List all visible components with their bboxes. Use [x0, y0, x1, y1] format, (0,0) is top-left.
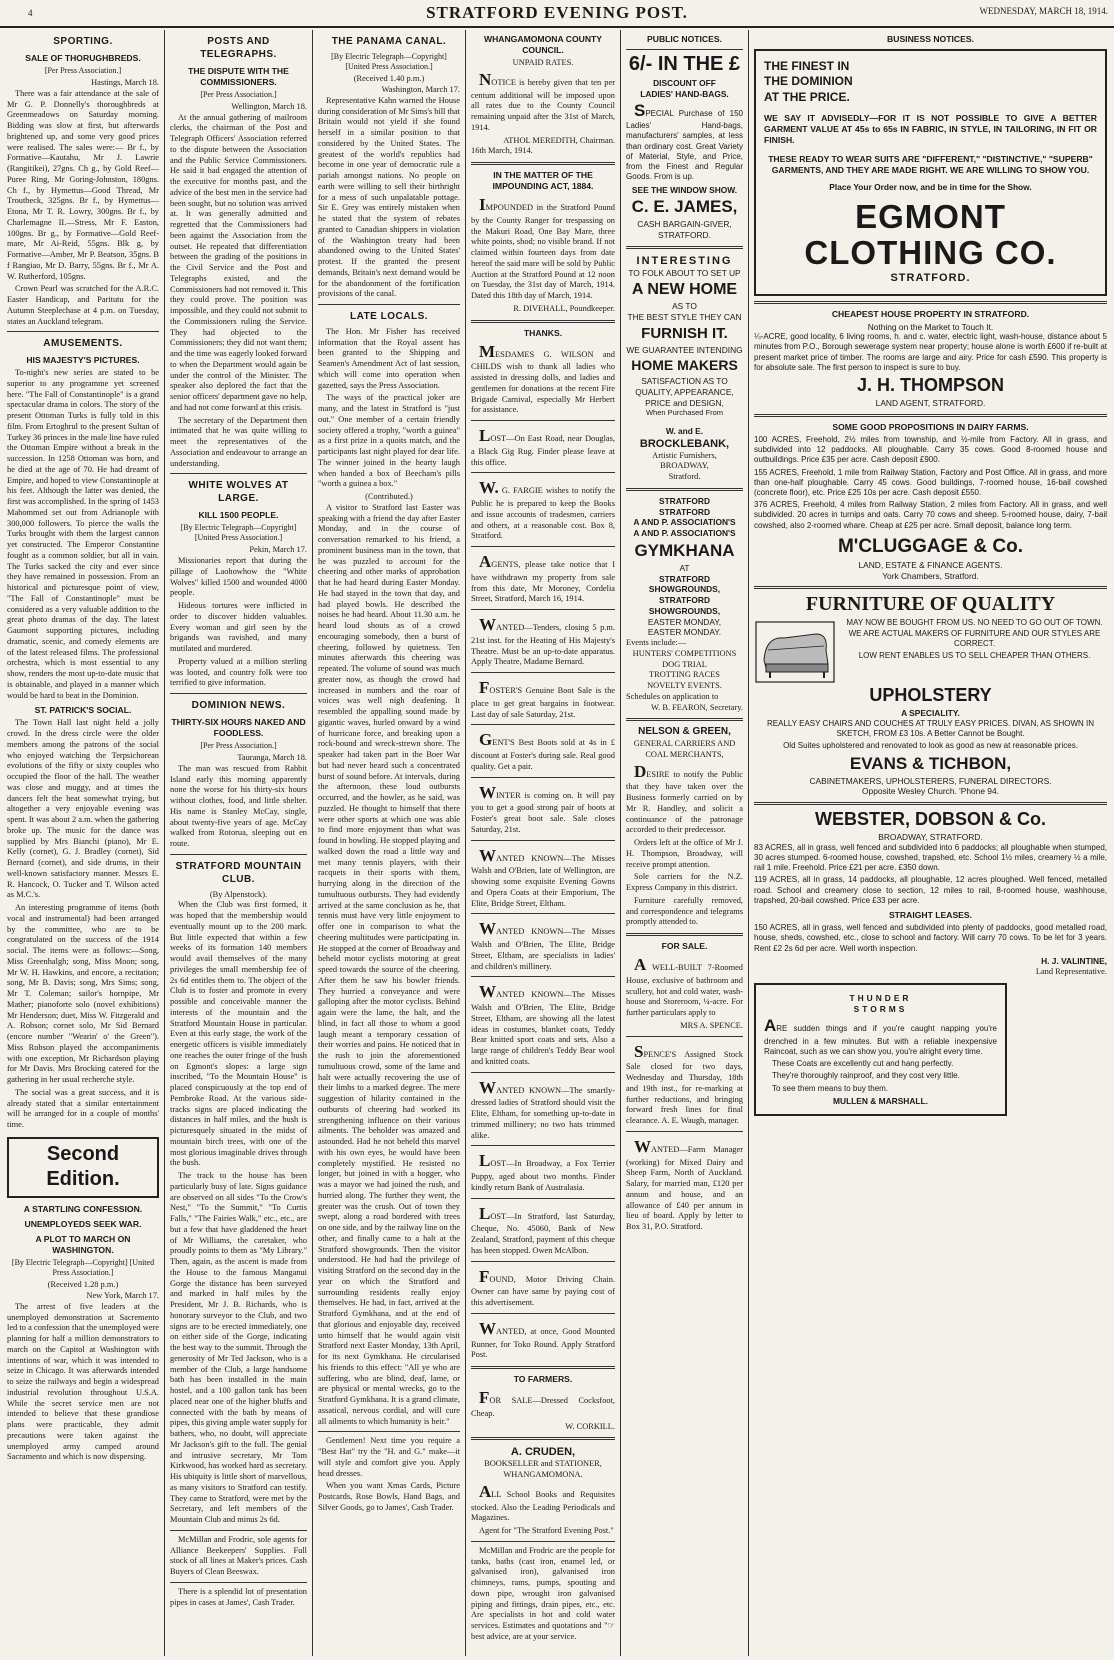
advert-body: DESIRE to notify the Public that they have taken over the Business formerly carried on by Mr R. Handley, and solicit a continuance of the patronage accorded to their predecessor. — [626, 761, 743, 835]
advert-line: WE GUARANTEE INTENDING — [626, 344, 743, 355]
discount-item: LADIES' HAND-BAGS. — [640, 88, 729, 99]
advert-headline: UPHOLSTERY — [869, 685, 992, 706]
column-1 — [2, 30, 164, 1656]
section-heading: BUSINESS NOTICES. — [887, 34, 974, 44]
advert-line: A SPECIALITY. — [901, 708, 960, 719]
notice-body: NOTICE is hereby given that ten per centum additional will be imposed upon all rates due to the County Council remaining unpaid after the 31st of March, 1914. — [471, 69, 615, 132]
article-heading: SALE OF THORUGHBREDS. — [25, 52, 141, 63]
column-5 — [620, 30, 748, 1656]
notice-signature: ATHOL MEREDITH, Chairman. — [503, 135, 615, 145]
listing: 150 ACRES, all in grass, well fenced and subdivided into plenty of paddocks, good metalled road, house, sheds, cowshed, etc., close to school and factory. Will carry 70 cows. To be let for 3 years. Rent £2 2s 6d per acre. Well worth inspection. — [754, 923, 1107, 953]
classified-ad: FOSTER'S Genuine Boot Sale is the place to get great bargains in footwear. Last day of sale Saturday, 21st. — [471, 678, 615, 719]
advert-line: AT THE PRICE. — [764, 89, 850, 104]
section-heading: LATE LOCALS. — [349, 311, 429, 323]
advertiser-line: LAND AGENT, STRATFORD. — [875, 398, 986, 409]
event-item: TROTTING RACES — [649, 670, 720, 680]
advert-body: ¼-ACRE, good locality, 6 living rooms, h. and c. water, electric light, wash-house, distance about 5 minutes from P.O., Borough sewerage system near property; house alone is worth £600 if re-built at present market price of timber. The rooms are large and airy. Price for cash £590. This property is for absolute sale. The first person to inspect is sure to buy. — [754, 332, 1107, 372]
article-heading: WHITE WOLVES AT LARGE. — [188, 480, 289, 505]
listing: 100 ACRES, Freehold, 2½ miles from township, and ½-mile from Factory. All in grass, and subdivided into 12 paddocks. All ploughable. Carry 35 cows. Good 8-roomed house and outbuildings. Price £35 per acre. Cash deposit £900. — [754, 434, 1107, 465]
dateline: Pekin, March 17. — [249, 545, 307, 555]
advertiser-name: W. and E. — [665, 425, 704, 436]
article-body: A visitor to Stratford last Easter was speaking with a friend the day after Easter Monday, and in the course of conversation remarked to his friend, a prominent business man in the town, that he was puzzled to account for the cheering and other marks of approbation that he had heard during Easter Monday. He had stayed in the town that day, and had played bowls. He described the noises he had heard. About 11.30 a.m. he heard loud shouts as of a crowd encouraging somebody, then a burst of cheering, followed by quietness. Ten minutes afterwards this cheering was repeated. The volume of sound was much greater now, as though the crowd had increased in numbers and the roar of voices was well nigh deafening. It resembled the appalling sound made by gigantic waves, hurled onward by a wind of hurricane force, and breaking upon a rock-bound and wreck-strewn shore. The speaker had taken part in the Boer War but had never heard such a concentrated burst of sound before. At intervals, during the afternoon, these loud outbursts occurred, and the howler, as he said, was puzzled. He thought to himself that there were other sports at which one was able to find more enjoyment than what was found in bowling. He stopped playing and walked down the road a little way and met many tennis players, with their racquets in their sports with them, hurrying along in the direction of the tumultuous outbursts. They had evidently arrived at the same conclusion as he, that tennis must have very little enjoyment to offer one in comparison to what the cheering multitudes were participating in. He stopped at the corner of Broadway and beheld motor cyclists motoring at great speed towards the source of the cheering. After them he saw his bowler friends. They hurried a conveyance and were galloping after the motor cyclists. Behind again were the lame, the halt, and the blind, in fact all those to whom a good laugh meant a temporary cessation of their worries and pains. He noticed that in the rush to join the aforementioned tumultuous crowd, some of the lame and halt were actually recovering the use of their limbs to a marked degree. The mere suggestion of hilarity contained in the outbursts of cheering had worked its strengthening influence on their various ailments. The beholder was amazed and astounded. Had he not beheld this marvel with his own eyes, he would have been completely mystified. He resisted no longer, but joined in with a hogger, who was a mayor we had joined the rush, and hurried along. The further they went, the greater was the crush. Out of town they swept, along a road bordered with trees on one side, and by the railway line on the other, and finally came to a halt at the Stratford showgrounds. Then the visitor understood. He had had the privilege of visiting Stratford on the second day in the year on which the Stratford and surrounding residents really enjoy themselves. He had, in fact, arrived at the Stratford Gymkhana, and at the end of that glorious and enjoyable day, received unto himself that he would again visit Stratford next Easter Monday, 13th April, for its next Gymkhana. He circularised his friends to this effect: "All ye who are suffering, who are blind, deaf, lame, or are physical or mental wrecks, go to the Stratford Gymkhana. It is a grand climate, assatical, nervous cordial, and will cure all ailments to which humanity is heir." — [318, 502, 460, 1426]
advert-body: MAY NOW BE BOUGHT FROM US. NO NEED TO GO OUT OF TOWN. WE ARE ACTUAL MAKERS OF FURNITURE AND OUR STYLES ARE CORRECT. — [846, 618, 1103, 648]
column-3 — [312, 30, 465, 1656]
advert-line: Place Your Order now, and be in time for the Show. — [829, 182, 1032, 193]
notice-signature: MRS A. SPENCE. — [680, 1020, 743, 1030]
advertiser-town: STRATFORD. — [890, 272, 971, 285]
dateline: Wellington, March 18. — [231, 101, 307, 111]
notice-signature: R. DIVEHALL, Poundkeeper. — [513, 303, 615, 313]
listing: 376 ACRES, Freehold, 4 miles from Railway Station, 2 miles from Factory. All in grass, and well subdivided. 20 acres in turnips and oats. Carry 70 cows and sheep. 5-roomed house, dairy, 7-bail cowshed, also 2-roomed whare. Cheap at £25 per acre. Small deposit, balance long term. — [754, 500, 1107, 530]
event-line: STRATFORD SHOWGROUNDS, — [648, 573, 721, 595]
source-line: [By Electric Telegraph—Copyright] [United Press Association.] — [331, 51, 447, 72]
advert-body: THESE READY TO WEAR SUITS ARE "DIFFERENT," "DISTINCTIVE," "SUPERB" GARMENTS, AND THEY ARE MADE RIGHT. WE ARE WILLING TO SHOW YOU. — [768, 154, 1093, 176]
advert-body: LOW RENT ENABLES US TO SELL CHEAPER THAN OTHERS. — [858, 651, 1091, 661]
advert-headline: A NEW HOME — [631, 280, 738, 298]
article-body: The secretary of the Department then intimated that he was quite willing to meet the representatives of the Association and endeavour to arrange an understanding. — [170, 415, 307, 468]
advert-line: THE BEST STYLE THEY CAN — [627, 312, 742, 323]
advert-body: REALLY EASY CHAIRS AND COUCHES AT TRULY EASY PRICES. DIVAN, AS SHOWN IN SKETCH, FROM £3 10s. A Better Cannot be Bought. — [766, 719, 1095, 739]
advertiser-name: EVANS & TICHBON, — [849, 753, 1012, 773]
advert-body: They're thoroughly rainproof, and they cost very little. — [772, 1071, 960, 1081]
advert-body: These Coats are excellently cut and hang perfectly. — [772, 1059, 954, 1069]
advertiser-address: BROADWAY, STRATFORD. — [878, 831, 983, 842]
event-line: A AND P. ASSOCIATION'S — [633, 528, 736, 539]
notice-heading: TO FARMERS. — [513, 1374, 573, 1384]
classified-ad: FOR SALE—Dressed Cocksfoot, Cheap. — [471, 1388, 615, 1418]
advertiser-town: Stratford. — [668, 472, 701, 482]
notice-signature: W. B. FEARON, Secretary. — [651, 702, 743, 712]
article-body: The social was a great success, and it is already stated that a similar entertainment will be arranged for in a couple of months' time. — [7, 1087, 159, 1130]
advert-headline: HOME MAKERS — [631, 357, 738, 374]
classified-ad: When you want Xmas Cards, Picture Postcards, Rose Bowls, Hand Bags, and Silver Goods, go to James', Cash Trader. — [318, 1481, 460, 1512]
notice-heading: THANKS. — [523, 327, 563, 338]
article-heading: HIS MAJESTY'S PICTURES. — [26, 355, 140, 366]
notice-body: IMPOUNDED in the Stratford Pound by the County Ranger for trespassing on the Makuri Road, One Bay Mare, three white points, shod; no visible brand. If not claimed within fourteen days from date hereof the said mare will be sold by Public Auction at the Stratford Pound at 12 noon on Tuesday, the 31st day of March, 1914. Dated this 18th day of March, 1914. — [471, 195, 615, 300]
discount-line: DISCOUNT OFF — [653, 78, 716, 88]
classified-ad: LOST—In Stratford, last Saturday, Cheque, No. 45060, Bank of New Zealand, Stratford, payment of this cheque has been stopped. Owen McAlbon. — [471, 1203, 615, 1255]
classified-ad: GENT'S Best Boots sold at 4s in £ discount at Foster's during sale. Real good quality. Get a pair. — [471, 730, 615, 771]
listing: 155 ACRES, Freehold, 1 mile from Railway Station, Factory and Post Office. All in grass, and more than one-half ploughable. Carry 45 cows. Good buildings, 7-roomed house, 16-bail cowshed (concrete floor), etc. Price £25 10s per acre. Cash deposit £550. — [754, 467, 1107, 497]
advert-line: SATISFACTION AS TO — [641, 376, 728, 387]
page-number: 4 — [28, 8, 33, 18]
advertiser-address: Opposite Wesley Church. 'Phone 94. — [862, 786, 999, 797]
dateline: New York, March 17. — [86, 1291, 159, 1301]
egmont-clothing-ad — [754, 49, 1107, 296]
classified-ad: McMillan and Frodric, sole agents for Alliance Beekeepers' Supplies. Full stock of all lines at Maker's prices. Cash Buyers of Clean Beeswax. — [170, 1534, 307, 1577]
article-body: Property valued at a million sterling was looted, and country folk were too terrified to give information. — [170, 656, 307, 688]
sofa-illustration — [754, 620, 836, 684]
classified-ad: Gentlemen! Next time you require a "Best Hat" try the "H. and G." make—it will style and comfort give you. Apply head dresses. — [318, 1436, 460, 1478]
article-heading: ST. PATRICK'S SOCIAL. — [34, 705, 132, 716]
notice-subheading: UNPAID RATES. — [512, 58, 574, 67]
advertiser-name: H. J. VALINTINE, — [1041, 955, 1107, 966]
dateline: Washington, March 17. — [381, 85, 460, 95]
article-heading: A STARTLING CONFESSION. — [23, 1204, 143, 1215]
listing: 83 ACRES, all in grass, well fenced and subdivided into 6 paddocks; all ploughable when stumped, 30 acres stumped. 6-roomed house, cowshed, trapshed, etc. School 1½ miles, creamery ½ a mile, rail 1 mile. Freehold. Price £21 per acre. £350 down. — [754, 842, 1107, 873]
article-body: When the Club was first formed, it was hoped that the membership would eventually mount up to the 200 mark. But little expected that within a few weeks of its formation 140 members would avail themselves of the many privileges the small membership fee of 2s 6d entitles them to. The object of the Club is to foster and promote in every possible and conceivable manner the interests of the mountain and the Stratford Mountain House in particular. Even at this early stage, the work of the energetic officers is visible immediately one reaches the outer fringe of the bush on Egmont's slopes: a large sign inscribed, "To the Mountain House" is placed conspicuously at the top end of Pembroke Road. At the various side-tracks signs are placed indicating the distances in half miles, and the bush is picturesquely situated in the midst of mountain birch trees, with one of the most glorious imaginable drives through the bush. — [170, 900, 307, 1168]
advertiser-line: CASH BARGAIN-GIVER, — [637, 219, 732, 230]
advertiser-name: M'CLUGGAGE & Co. — [837, 535, 1023, 557]
article-heading: UNEMPLOYEDS SEEK WAR. — [24, 1219, 142, 1230]
column-2 — [164, 30, 312, 1656]
article-subheading: THE DISPUTE WITH THE COMMISSIONERS. — [188, 65, 289, 87]
advert-body: Furniture carefully removed, and correspondence and telegrams promptly attended to. — [626, 895, 743, 927]
advert-line: THE DOMINION — [764, 74, 853, 89]
section-heading: AMUSEMENTS. — [43, 338, 123, 350]
advert-body: Sole carriers for the N.Z. Express Company in this district. — [626, 872, 743, 893]
classified-ad: LOST—On East Road, near Douglas, a Black Gig Rug. Finder please leave at this office. — [471, 426, 615, 467]
classified-ad: WANTED KNOWN—The smartly-dressed ladies of Stratford should visit the Elite, Eltham, for something up-to-date in trimmed millinery; no two hats trimmed alike. — [471, 1077, 615, 1140]
event-line: EASTER MONDAY. — [647, 627, 722, 638]
notice-signature: W. CORKILL. — [565, 1421, 615, 1431]
newspaper-title: STRATFORD EVENING POST. — [426, 3, 688, 22]
classified-ad: WANTED KNOWN—The Misses Walsh and O'Brien, The Elite, Bridge Street, Eltham, are showing all the latest ideas in costumes, blanket coats, Teddy Bear knitted sport coats and sets. Also a large range of children's Teddy Bear wool and knitted coats. — [471, 982, 615, 1066]
advert-body: Orders left at the office of Mr J. H. Thompson, Broadway, will receive prompt attention. — [626, 838, 743, 869]
source-line: [Per Press Association.] — [200, 89, 277, 99]
article-body: The arrest of five leaders at the unemployed demonstration at Sacremento led to a confession that the unemployed were planning for half a million demonstrators to march on the Capitol at Washington with intentions of war, which it was intended to seize in Chicago. It was afterwards intended to seize the railways and begin a widespread industrial revolution throughout U.S.A. While the secret service men are not intended to believe that these grandiose plans were practicable, they admit precautions were taken against the unemployed army camped around Sacramento and which is now dispersing. — [7, 1301, 159, 1462]
classified-ad: WANTED, at once, Good Mounted Runner, for Toko Round. Apply Stratford Post. — [471, 1318, 615, 1360]
discount-headline: 6/- IN THE £ — [628, 53, 741, 75]
advert-line: TO FOLK ABOUT TO SET UP — [628, 267, 741, 278]
advert-line: PRICE and DESIGN, — [645, 397, 724, 408]
notice-heading: WHANGAMOMONA COUNTY COUNCIL. — [483, 34, 603, 55]
advert-line: Nothing on the Market to Touch It. — [867, 321, 994, 332]
advert-headline: THUNDER — [849, 993, 912, 1004]
second-edition-banner: Second Edition. — [7, 1137, 159, 1198]
event-line: EASTER MONDAY, — [647, 616, 722, 627]
source-line: [Per Press Association.] — [44, 65, 122, 75]
section-heading: DOMINION NEWS. — [191, 700, 286, 712]
advert-headline: FURNITURE OF QUALITY — [805, 593, 1056, 616]
article-heading: STRATFORD MOUNTAIN CLUB. — [175, 860, 302, 885]
advert-headline: CHEAPEST HOUSE PROPERTY IN STRATFORD. — [831, 308, 1030, 319]
advertiser-address: BROADWAY, — [660, 461, 709, 471]
classified-ad: ALL School Books and Requisites stocked. Also the Leading Periodicals and Magazines. — [471, 1481, 615, 1523]
event-line: Events include:— — [626, 638, 687, 648]
received-line: (Received 1.40 p.m.) — [353, 74, 425, 84]
event-line: A AND P. ASSOCIATION'S — [633, 517, 736, 528]
advertiser-line: LAND, ESTATE & FINANCE AGENTS. — [858, 559, 1003, 570]
article-heading: POSTS AND TELEGRAPHS. — [200, 36, 277, 60]
advert-headline: STORMS — [853, 1004, 908, 1015]
event-line: STRATFORD SHOWGROUNDS, — [648, 595, 721, 616]
advertiser-line: GENERAL CARRIERS AND COAL MERCHANTS, — [633, 739, 736, 759]
classified-ad: There is a splendid lot of presentation pipes in cases at James', Cash Trader. — [170, 1586, 307, 1607]
classified-ad: WINTER is coming on. It will pay you to get a good strong pair of boots at Foster's great boot sale. Sale closes Saturday, 21st. — [471, 782, 615, 834]
advert-headline: FURNISH IT. — [641, 324, 728, 342]
article-body: There was a fair attendance at the sale of Mr G. P. Donnelly's thoroughbreds at Greenmeadows on Saturday morning. Bidding was slow at first, but afterwards brightened up, and some very good prices were realised. The sales were:— Br f., by Formative—Kautahu, Mr J. Lawrie (Rangitikei), 27gns. Ch g., by Gold Reef—Puree Ring, Mr Goring-Johnston, 180gns. Ch f., by Hymettus—Good Thread, Mr Troutbeck, 325gns. Br f., by Hymettus—Etona, Mr T. R. Lowry, 300gns. Br f., by Charlemagne II.—Stress, Mr F. Easton, 100gns. Br g., by Formative—Gold Reef-mare, Mr Ai-Reid, 55gns. Blk g, by Formative—Amber, Mr P. Beatson, 35gns. B f Rangiao, Mr D. Barry, 55gns. Br f., Mr A. W. Rutherford, 105gns. — [7, 88, 159, 281]
article-body: Missionaries report that during the pillage of Laohowhow the "White Wolves" killed 1500 and wounded 4000 people. — [170, 556, 307, 598]
classified-ad: Agent for "The Stratford Evening Post." — [479, 1526, 614, 1536]
event-item: DOG TRIAL — [662, 659, 707, 669]
advertiser-address: York Chambers, Stratford. — [882, 570, 979, 581]
classified-ad: WANTED KNOWN—The Misses Walsh and O'Brien, The Elite, Bridge Street, Eltham, are specialists in ladies' and children's millinery. — [471, 919, 615, 971]
advertiser-name: C. E. JAMES, — [631, 197, 738, 217]
event-item: NOVELTY EVENTS. — [647, 681, 722, 691]
advertiser-name: BROCKLEBANK, — [639, 437, 730, 450]
article-body: Hideous tortures were inflicted in order to discover hidden valuables. Every woman and girl seen by the brigands was ravished, and many mutilated and murdered. — [170, 601, 307, 654]
article-body: The man was rescued from Rabbit Island early this morning apparently none the worse for his thirty-six hours without clothes, food, and little shelter. His name is Stanley McCay, single, about twenty-five years of age. McCay walked from Rotorua, sleeping out en route. — [170, 763, 307, 849]
advert-line: THE FINEST IN — [764, 59, 850, 73]
advert-body: Old Suites upholstered and renovated to look as good as new at reasonable prices. — [783, 741, 1078, 751]
masthead — [0, 0, 1114, 28]
advertiser-name: EGMONT CLOTHING CO. — [804, 197, 1057, 272]
advertiser-town: WHANGAMOMONA. — [503, 1470, 583, 1480]
classified-ad: McMillan and Frodric are the people for tanks, baths (cast iron, enamel led, or galvanised iron), galvanised iron chimneys, rams, pumps, spouting and down pipe, wrought iron galvanised piping and fittings, drain pipes, etc., etc. Are specialists in hot and cold water services. Estimates and quotations and "☞ best advice, are at your service. — [471, 1545, 615, 1641]
source-line: [Per Press Association.] — [200, 740, 277, 750]
advert-line: QUALITY, APPEARANCE, — [635, 386, 734, 397]
advertiser-line: Land Representative. — [1035, 966, 1107, 976]
advertiser-name: WEBSTER, DOBSON & Co. — [814, 809, 1046, 830]
classified-ad: AGENTS, please take notice that I have withdrawn my property from sale from this date, Mr Moroney, Cordelia Street, Stratford, March 16, 1914. — [471, 552, 615, 604]
notice-heading: IN THE MATTER OF THE IMPOUNDING ACT, 1884. — [492, 170, 594, 191]
article-body: The track to the house has been particularly busy of late. Signs guidance are observed on all sides "To the Crow's Nest," "To the Summit," "To Curtis Falls," "The Fairies Walk," etc., etc., are but a few that have gladdened the heart of Mr Williams, the caretaker, who proudly points to them as "My Library." Then, again, as the ascent is made from the House to the famous Manganui Gorge the distance has been surveyed and marked in half miles by the President, Mr J. B. Richards, who is honorary surveyor to the Club, and two signs are to be erected immediately, one on either side of the Gorge, indicating the best way to the summit. Through the generosity of Mr Ted Jackson, who is a member of the Club, a large handsome bath has been installed in the main hostel, and a 100 gallon tank has been placed near one of the higher bluffs and connected with the bath by means of pipes, this giving ample water supply for bathers, who, no doubt, will appreciate Mr Jackson's gift to the full. The genial and intrusive secretary, Mr Tom Kirkwood, has worked hard as secretary. His ubiquity is little short of marvellous, as many visitors to Stratford can testify. They came to Stratford, were met by the Secretary, and left members of the Mountain Club and minus 2s 6d. — [170, 1171, 308, 1525]
advert-body: To see them means to buy them. — [772, 1083, 889, 1093]
event-line: STRATFORD — [658, 495, 711, 506]
article-body: The ways of the practical joker are many, and the latest in Stratford is "just out." One member of a certain friendly society offered a trophy, "worth a guinea" as a first prize in a quoits match, and the participants last night played for dear life. The winner joined in the hearty laugh when handed a box of Beecham's pills "worth a guinea a box." — [318, 393, 460, 489]
source-line: [By Electric Telegraph—Copyright] [United Press Association.] — [11, 1258, 155, 1278]
advertiser-name: MULLEN & MARSHALL. — [833, 1095, 928, 1106]
dateline: Tauranga, March 18. — [237, 753, 307, 763]
article-heading: THE PANAMA CANAL. — [331, 36, 447, 47]
article-body: The Town Hall last night held a jolly crowd. In the dress circle were the older members among the patrons of the social who enjoyed watching the Terpsichorean evolutions of the fifty or sixty couples who occupied the floor of the hall. The weather was close and muggy, and at times the dancers felt the heat somewhat trying, but altogether a very enjoyable evening was spent. It was about 2 a.m. when the gathering broke up. The music for the dance was supplied by Mrs Bianchi (piano), Mr E. Kelly (cornet), G. J. Bradley (cornet), Sid Bernard (cornet), and side drums, in their well-known satisfactory manner. Messrs E. R. Hancock, O. Tucker and T. Wilson acted as M.C.'s. — [7, 718, 159, 900]
thunder-storms-ad — [754, 983, 1007, 1116]
notice-heading: FOR SALE. — [661, 941, 708, 952]
dateline: Hastings, March 18. — [91, 78, 159, 88]
classified-ad: LOST—In Broadway, a Fox Terrier Puppy, aged about two months. Finder kindly return Bank of Australasia. — [471, 1151, 615, 1192]
article-body: Crown Pearl was scratched for the A.R.C. Easter Handicap, and Paritutu for the Autumn Steeplechase at 4 p.m. on Tuesday, states an Auckland telegram. — [7, 284, 159, 326]
advert-line: When Purchased From — [645, 408, 724, 418]
advertiser-name: NELSON & GREEN, — [638, 726, 731, 738]
section-heading: SPORTING. — [53, 36, 113, 47]
source-line: [By Electric Telegraph—Copyright] [United Press Association.] — [180, 522, 297, 543]
advert-body: ARE sudden things and if you're caught napping you're drenched in a few minutes. But with a reliable inexpensive Raincoat, such as we can show you, you're alright every time. — [764, 1015, 997, 1056]
advert-headline: STRAIGHT LEASES. — [888, 910, 973, 921]
article-subheading: KILL 1500 PEOPLE. — [198, 509, 279, 520]
advert-body: SPECIAL Purchase of 150 Ladies' Hand-bags, manufacturers' samples, at less than ordinary cost. Great Variety of Material, Style, and Price, from the Finest and Regular Goods. From is up. — [626, 100, 743, 182]
notice-body: MESDAMES G. WILSON and CHILDS wish to thank all ladies who assisted in dressing dolls, and ladies and gentlemen for donations at the recent Fire Brigade Carnival, especially Mr Herbert for assistance. — [471, 341, 615, 415]
classified-ad: WANTED KNOWN—The Misses Walsh and O'Brien, late of Wellington, are showing some exquisite Evening Gowns and Opera Coats at their Emporium, The Elite, Bridge Street, Eltham. — [471, 845, 615, 908]
article-body: An interesting programme of items (both vocal and instrumental) had been arranged by the committee, who are to be congratulated on the success of the 1914 social. The items were as follows:—Song, Miss Greenhalgh; song, Miss Moon; song, Mr W. H. Hawkins, and encore, a recitation; song, Mr B. Davis; song, Mrs Sims; song, Mr T. Coleman; sailor's hornpipe, Mr Mather; pianoforte solo (novel exhibitions) Mr Henderson; duet, Miss W. Fitzgerald and A. Robson; cornet solo, Mr Sid Bernard (encore number "Wearin' o' the Green"). Miss Robson played the accompaniments with one exception, Mr Richardson playing for Mr Davis. Mrs Brocking catered for the gathering in her usual recherche style. — [7, 903, 159, 1085]
advert-headline: SOME GOOD PROPOSITIONS IN DAIRY FARMS. — [832, 421, 1029, 432]
article-body: At the annual gathering of mailroom clerks, the chairman of the Post and Telegraph Officers' Association referred to the dispute between the Association and the Public Service Commissioners. He said it had engaged the attention of the executive for months past, and the advice of the best men in the service had been sought, but no solution was arrived at. It was generally admitted and regretted that the Commissioners had been against the Association from the outset. He repeated that differentiation between the grading of the positions in the Civil Service and the Post and Telegraphs existed, and the Commissioners had not removed it. This they could prove. The position was impossible, and they could not submit to the Commissioners ruling the Service. They had objected to the Commissioners; they did not want them; and the time was eagerly looked forward to when the Department would again be under the control of the Minister. The speaker also deplored the fact that the senior officers' department gave no help, and had not come forward at this crisis. — [170, 112, 307, 412]
section-heading: PUBLIC NOTICES. — [647, 34, 722, 44]
article-subheading: THIRTY-SIX HOURS NAKED AND FOODLESS. — [171, 716, 306, 738]
received-line: (Received 1.28 p.m.) — [47, 1280, 119, 1290]
advertiser-line: CABINETMAKERS, UPHOLSTERERS, FUNERAL DIRECTORS. — [809, 775, 1052, 786]
issue-date: WEDNESDAY, MARCH 18, 1914. — [979, 6, 1108, 16]
advertiser-name: J. H. THOMPSON — [856, 375, 1004, 396]
advertiser-line: Artistic Furnishers, — [652, 450, 717, 460]
article-body: Representative Kahn warned the House during consideration of Mr Sims's bill that Britain would not yield if she found herself in a similar position to that considered by the United States. The greatest of the world's republics had become in one year of democratic rule a pariah amongst nations. No people on earth were willing to sell their birthright for a mess of such unpalatable pottage. Sir E. Grey was entirely mistaken when he stated that the system of rebates granted to Canadian shippers in violation of the Washington treaty had been abandoned owing to the United States' protest. If the granted the present demands, Britain's next demand would be for the abandonment of the fortification provisions of the canal. — [318, 95, 461, 299]
classified-ad: WANTED—Farm Manager (working) for Mixed Dairy and Sheep Farm, North of Auckland. Salary, for married man, £120 per annum and house, and an allowance of £40 per annum in lieu of board. Apply by letter to Box 31, P.O. Stratford. — [626, 1136, 743, 1232]
classified-ad: A WELL-BUILT 7-Roomed House, exclusive of bathroom and scullery, hot and cold water, wash-house and Storeroom, ¼-acre. For further particulars apply to — [626, 955, 743, 1018]
advertiser-line: BOOKSELLER and STATIONER, — [484, 1459, 602, 1469]
event-line: Schedules on application to — [626, 691, 719, 701]
classified-ad: SPENCE'S Assigned Stock Sale closed for two days, Wednesday and Thursday, 18th and 19th inst., for re-marking at further reductions, and bringing forward fresh lines for final clearance. A. E. Waugh, manager. — [626, 1041, 743, 1126]
byline: (By Alpenstock). — [209, 889, 268, 899]
classified-ad: FOUND, Motor Driving Chain. Owner can have same by paying cost of this advertisement. — [471, 1266, 615, 1307]
article-body: To-night's new series are stated to be superior to any programme yet screened here. "The Fall of Constantinople" is a grand spectacular drama in colors. The story of the present Ottoman Turks is fully told in this film. From Ertoghrul to the present Sultan of Turkey 36 princes in the male line have ruled the Ottoman Empire without a break in the succession. In 1258 Ottoman was born, and he died at the age of 70. He had dreamt of Empire, and hoped to view Constantinople at his feet. Although the latter was denied, the first was accomplished. In the spring of 1453 Mahommed set out from Adrianople with 300,000 followers. To pierce the walls the Turks brought with them the largest cannon yet constructed. The Emperor Constantine fought as a common soldier, but all in vain. The Turks sacked the city and ever since they have remained in possession. From an historical and picturesque point of view, "The Fall of Constantinople" must be considered as a very valuable addition to the great photo dramas of the day. The latest Gaumont supporting pictures, including dramatic, scenic, and comedy elements are of the latest released films. The professional orchestra, which is most essential to any show, renders the most up-to-date music that is obtainable, and played in a manner which would be hard to beat in the Dominion. — [7, 368, 159, 700]
article-body: The Hon. Mr Fisher has received information that the Royal assent has been granted to the Shipping and Seamen's Amendment Act of last session, which will come into operation when gazetted, says the Press Association. — [318, 326, 460, 390]
advert-headline: INTERESTING — [636, 254, 733, 267]
listing: 119 ACRES, all in grass, 14 paddocks, all ploughable, 12 acres ploughed. Well fenced, metalled road. School and creamery close to section, 12 miles to rail, 8-roomed house, washhouse, trapshed, 20-bail cowshed. Price £33 per acre. — [754, 875, 1107, 905]
column-6 — [748, 30, 1112, 1656]
advertiser-town: STRATFORD. — [658, 230, 711, 240]
column-4 — [465, 30, 620, 1656]
advert-body: WE SAY IT ADVISEDLY—FOR IT IS NOT POSSIBLE TO GIVE A BETTER GARMENT VALUE AT 45s to 65s IN FABRIC, IN STYLE, IN TAILORING, IN FIT OR FINISH. — [764, 113, 1097, 146]
advert-line: AS TO — [672, 301, 697, 312]
event-line: AT — [679, 562, 690, 573]
classified-ad: WANTED—Tenders, closing 5 p.m. 21st inst. for the Heating of His Majesty's Theatre. Must be an up-to-date apparatus. Apply Theatre, Madame Bernard. — [471, 615, 615, 667]
contributed-label: (Contributed.) — [365, 492, 413, 502]
advertiser-name: A. CRUDEN, — [510, 1446, 576, 1459]
event-title: GYMKHANA — [634, 540, 735, 560]
event-line: STRATFORD — [658, 506, 711, 517]
notice-date: 16th March, 1914. — [471, 146, 533, 156]
article-subheading: A PLOT TO MARCH ON WASHINGTON. — [35, 1234, 131, 1256]
event-item: HUNTERS' COMPETITIONS — [632, 648, 737, 658]
classified-ad: W. G. FARGIE wishes to notify the Public he is prepared to keep the Books and issue accounts of tradesmen, carriers and others, at a reasonable cost. Box 8, Stratford. — [471, 478, 615, 541]
advert-line: SEE THE WINDOW SHOW. — [631, 184, 738, 195]
